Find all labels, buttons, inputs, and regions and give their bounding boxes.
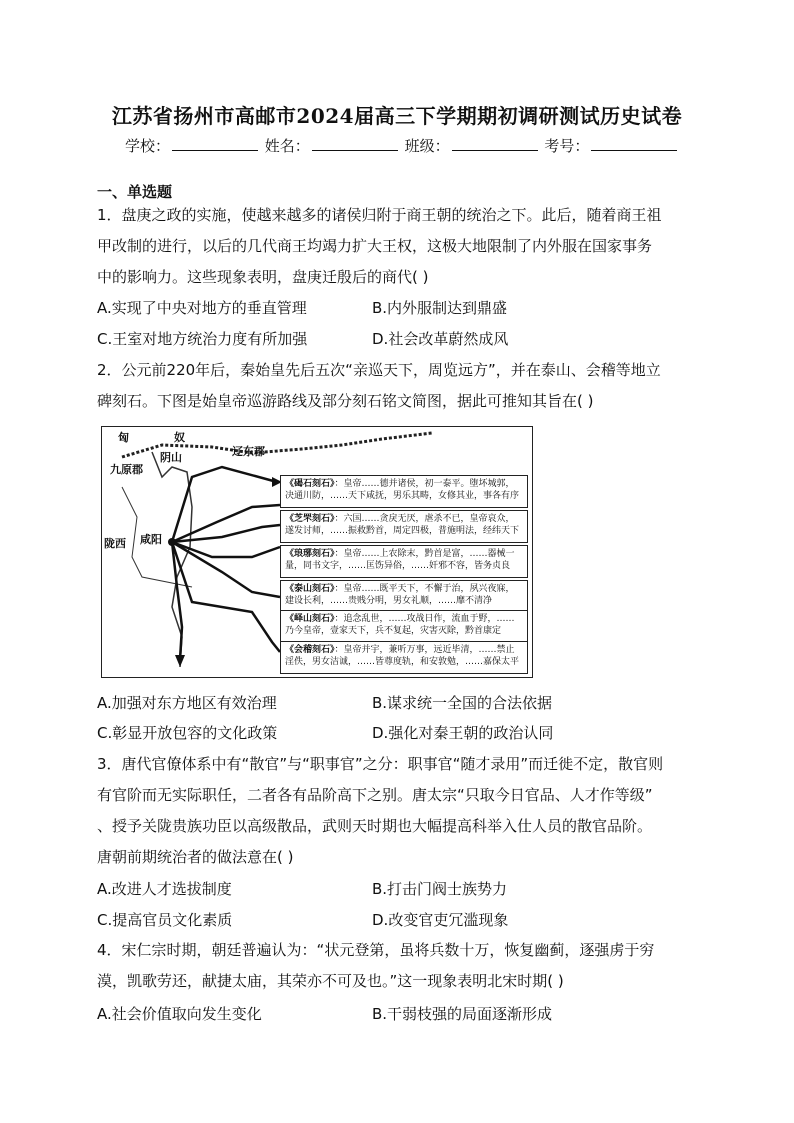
question-4-stem [97, 935, 697, 997]
inscription-box [280, 580, 528, 613]
school-blank[interactable] [172, 138, 258, 151]
map-label-jiuyuan: 九原郡 [110, 463, 143, 476]
question-2-stem [97, 355, 697, 417]
inscription-text: ：六国……贪戾无厌，虐杀不已，皇帝哀众，遂发讨师，……振救黔首，周定四极，普施明法，经纬天下 [285, 514, 520, 536]
inscription-text: ：皇帝并宇，兼听万事，远近毕清，……禁止淫佚，男女洁诚，……皆尊度轨，和安敦勉，……嘉保太平 [285, 645, 520, 667]
inscription-title: 《会稽刻石》 [285, 645, 335, 655]
question-3-option-c[interactable]: C.提高官员文化素质 [97, 911, 233, 929]
question-1-line: 中的影响力。这些现象表明，盘庚迁殷后的商代( ) [97, 268, 429, 286]
map-label-yinshan: 阴山 [160, 451, 182, 464]
question-3-line: 3．唐代官僚体系中有“散官”与“职事官”之分：职事官“随才录用”而迁徙不定，散官则 [97, 755, 664, 773]
inscription-box [280, 475, 528, 508]
river-line [152, 452, 192, 667]
inscription-title: 《泰山刻石》 [285, 584, 335, 594]
inscription-box [280, 545, 528, 578]
question-3-option-a[interactable]: A.改进人才选拔制度 [97, 880, 232, 898]
question-1-option-a[interactable]: A.实现了中央对地方的垂直管理 [97, 299, 307, 317]
question-1-line: 1．盘庚之政的实施，使越来越多的诸侯归附于商王朝的统治之下。此后，随着商王祖 [97, 206, 662, 224]
map-label-xiong: 匈 [118, 431, 129, 444]
inscription-text: ：皇帝……德并诸侯，初一泰平。堕坏城郭，决通川防，……天下咸抚，男乐其畴，女修其业，事各有序 [285, 479, 520, 501]
question-1-line: 甲改制的进行，以后的几代商王均竭力扩大王权，这极大地限制了内外服在国家事务 [97, 237, 653, 255]
inscription-text: ：追念乱世，……攻战日作，流血于野，……乃今皇帝，壹家天下，兵不复起，灾害灭除，黔首康定 [285, 614, 515, 636]
question-2-option-d[interactable]: D.强化对秦王朝的政治认同 [372, 724, 554, 742]
question-3-line: 有官阶而无实际职任，二者各有品阶高下之别。唐太宗“只取今日官品、人才作等级” [97, 786, 653, 804]
question-2-option-b[interactable]: B.谋求统一全国的合法依据 [372, 694, 553, 712]
section-title: 一、单选题 [97, 183, 173, 201]
question-1-option-b[interactable]: B.内外服制达到鼎盛 [372, 299, 508, 317]
question-2-option-a[interactable]: A.加强对东方地区有效治理 [97, 694, 277, 712]
question-3-option-b[interactable]: B.打击门阀士族势力 [372, 880, 508, 898]
question-4-option-a[interactable]: A.社会价值取向发生变化 [97, 1005, 262, 1023]
inscription-box [280, 610, 528, 643]
map-label-nu: 奴 [174, 431, 185, 444]
question-1-option-c[interactable]: C.王室对地方统治力度有所加强 [97, 330, 308, 348]
class-blank[interactable] [452, 138, 538, 151]
tour-route-map [101, 426, 533, 678]
inscription-box [280, 510, 528, 543]
question-2-option-c[interactable]: C.彰显开放包容的文化政策 [97, 724, 278, 742]
inscription-title: 《芝罘刻石》 [285, 514, 335, 524]
question-2-line: 2．公元前220年后，秦始皇先后五次“亲巡天下，周览远方”，并在泰山、会稽等地立 [97, 361, 661, 379]
question-4-option-b[interactable]: B.干弱枝强的局面逐渐形成 [372, 1005, 553, 1023]
inscription-box [280, 641, 528, 674]
question-1-option-d[interactable]: D.社会改革蔚然成风 [372, 330, 509, 348]
number-blank[interactable] [591, 138, 677, 151]
capital-marker-icon [168, 538, 176, 546]
student-info-line [125, 135, 679, 156]
name-blank[interactable] [312, 138, 398, 151]
inscription-title: 《峄山刻石》 [285, 614, 335, 624]
question-3-stem [97, 749, 697, 873]
class-label: 班级： [404, 137, 450, 155]
inscription-title: 《碣石刻石》 [285, 479, 335, 489]
question-4-line: 4．宋仁宗时期，朝廷普遍认为：“状元登第，虽将兵数十万，恢复幽蓟，逐强虏于穷 [97, 941, 655, 959]
number-label: 考号： [544, 137, 590, 155]
question-3-line: 、授予关陇贵族功臣以高级散品，武则天时期也大幅提高科举入仕人员的散官品阶。 [97, 817, 653, 835]
question-4-line: 漠，凯歌劳还，献捷太庙，其荣亦不可及也。”这一现象表明北宋时期( ) [97, 972, 564, 990]
name-label: 姓名： [264, 137, 310, 155]
inscription-title: 《琅琊刻石》 [285, 549, 335, 559]
question-3-line: 唐朝前期统治者的做法意在( ) [97, 848, 294, 866]
question-2-line: 碑刻石。下图是始皇帝巡游路线及部分刻石铭文简图，据此可推知其旨在( ) [97, 392, 594, 410]
map-label-xianyang: 咸阳 [140, 533, 162, 546]
arrow-icon [175, 655, 185, 667]
map-label-longxi: 陇西 [104, 537, 126, 550]
map-label-liaodong: 辽东郡 [232, 445, 265, 458]
page-title: 江苏省扬州市高邮市2024届高三下学期期初调研测试历史试卷 [111, 104, 683, 128]
route-line-6 [172, 542, 280, 652]
question-1-stem [97, 200, 697, 293]
inscription-text: ：皇帝……既平天下，不懈于治，夙兴夜寐，建设长利，……贵贱分明，男女礼顺，……靡不清净 [285, 584, 515, 606]
inscription-text: ：皇帝……上农除末，黔首是富，……器械一量，同书文字，……匡饬异俗，……奸邪不容，皆务贞良 [285, 549, 515, 571]
school-label: 学校： [125, 137, 171, 155]
question-3-option-d[interactable]: D.改变官吏冗滥现象 [372, 911, 509, 929]
